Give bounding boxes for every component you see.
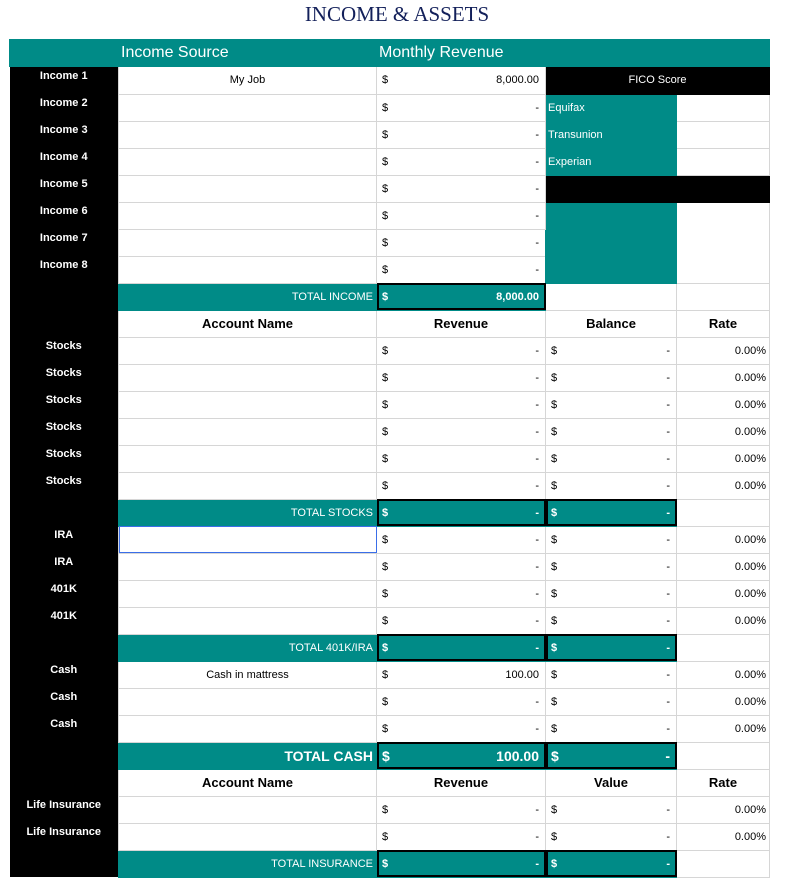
table-row xyxy=(10,769,770,796)
amount-value: - xyxy=(535,263,539,276)
table-row xyxy=(10,607,770,634)
total-balance xyxy=(546,850,677,877)
amount-value: - xyxy=(666,830,670,843)
currency-symbol: $ xyxy=(551,803,558,816)
currency-symbol: $ xyxy=(382,722,389,735)
rate-cell[interactable]: 0.00% xyxy=(677,526,770,553)
table-row xyxy=(10,175,770,202)
amount-value: - xyxy=(666,695,670,708)
row-label xyxy=(10,769,119,796)
currency-symbol: $ xyxy=(382,398,389,411)
fico-score-header: FICO Score xyxy=(546,67,770,95)
account-name-cell[interactable] xyxy=(119,796,377,823)
table-row xyxy=(10,823,770,850)
income-amount-cell[interactable] xyxy=(377,94,546,121)
row-label: Cash xyxy=(10,661,119,688)
balance-cell[interactable] xyxy=(546,364,677,391)
fico-blank xyxy=(677,202,770,283)
total-label: TOTAL STOCKS xyxy=(119,499,377,526)
fico-bureau-label: Experian xyxy=(546,148,677,175)
balance-cell[interactable] xyxy=(546,553,677,580)
amount-value: - xyxy=(535,101,539,114)
row-label: Income 4 xyxy=(10,148,119,175)
revenue-cell[interactable] xyxy=(377,823,546,850)
currency-symbol: $ xyxy=(382,641,389,654)
income-source-cell[interactable] xyxy=(119,94,377,121)
amount-value: - xyxy=(666,614,670,627)
income-amount-cell[interactable] xyxy=(377,256,546,283)
amount-value: - xyxy=(535,479,539,492)
amount-value: - xyxy=(666,371,670,384)
revenue-cell[interactable] xyxy=(377,364,546,391)
table-row xyxy=(10,580,770,607)
table-row xyxy=(10,634,770,661)
currency-symbol: $ xyxy=(551,425,558,438)
currency-symbol: $ xyxy=(382,425,389,438)
currency-symbol: $ xyxy=(382,128,389,141)
currency-symbol: $ xyxy=(382,857,389,870)
row-label xyxy=(10,283,119,310)
table-row xyxy=(10,337,770,364)
currency-symbol: $ xyxy=(382,452,389,465)
currency-symbol: $ xyxy=(551,344,558,357)
amount-value: - xyxy=(535,560,539,573)
rate-cell[interactable]: 0.00% xyxy=(677,364,770,391)
balance-header: Balance xyxy=(546,310,677,337)
amount-value: - xyxy=(666,641,670,654)
amount-value: - xyxy=(535,155,539,168)
account-name-cell[interactable] xyxy=(119,688,377,715)
rate-cell[interactable]: 0.00% xyxy=(677,796,770,823)
currency-symbol: $ xyxy=(382,479,389,492)
account-name-header: Account Name xyxy=(119,769,377,796)
row-label: Cash xyxy=(10,688,119,715)
currency-symbol: $ xyxy=(382,747,390,764)
blank-cell xyxy=(677,742,770,769)
balance-cell[interactable] xyxy=(546,445,677,472)
amount-value: - xyxy=(535,614,539,627)
row-label: Income 8 xyxy=(10,256,119,283)
currency-symbol: $ xyxy=(551,506,558,519)
blank-cell xyxy=(677,850,770,877)
currency-symbol: $ xyxy=(382,101,389,114)
amount-value: - xyxy=(666,857,670,870)
account-name-cell[interactable] xyxy=(119,715,377,742)
table-row xyxy=(10,148,770,175)
table-row xyxy=(10,553,770,580)
row-label: Stocks xyxy=(10,445,119,472)
total-revenue xyxy=(377,850,546,877)
total-label: TOTAL 401K/IRA xyxy=(119,634,377,661)
revenue-header: Revenue xyxy=(377,769,546,796)
account-name-cell[interactable] xyxy=(119,364,377,391)
income-amount-cell[interactable] xyxy=(377,67,546,95)
blank-cell xyxy=(546,283,677,310)
revenue-cell[interactable] xyxy=(377,553,546,580)
table-row xyxy=(10,310,770,337)
row-label: 401K xyxy=(10,580,119,607)
amount-value: - xyxy=(666,587,670,600)
total-revenue xyxy=(377,634,546,661)
revenue-cell[interactable] xyxy=(377,445,546,472)
row-label xyxy=(10,850,119,877)
income-source-cell[interactable] xyxy=(119,121,377,148)
income-source-cell[interactable]: My Job xyxy=(119,67,377,95)
currency-symbol: $ xyxy=(551,479,558,492)
amount-value: - xyxy=(666,479,670,492)
income-amount-cell[interactable] xyxy=(377,121,546,148)
amount-value: - xyxy=(535,830,539,843)
row-label: Stocks xyxy=(10,364,119,391)
fico-score-cell[interactable] xyxy=(677,148,770,175)
row-label: Stocks xyxy=(10,472,119,499)
balance-cell[interactable] xyxy=(546,796,677,823)
amount-value: - xyxy=(535,452,539,465)
table-row xyxy=(10,121,770,148)
row-label: Income 6 xyxy=(10,202,119,229)
fico-bureau-label: Transunion xyxy=(546,121,677,148)
account-name-cell[interactable] xyxy=(119,445,377,472)
currency-symbol: $ xyxy=(382,803,389,816)
rate-cell[interactable]: 0.00% xyxy=(677,418,770,445)
table-row xyxy=(10,661,770,688)
amount-value: - xyxy=(535,533,539,546)
fico-score-cell[interactable] xyxy=(677,121,770,148)
income-source-cell[interactable] xyxy=(119,229,377,256)
amount-value: - xyxy=(666,668,670,681)
currency-symbol: $ xyxy=(382,614,389,627)
row-label xyxy=(10,634,119,661)
currency-symbol: $ xyxy=(382,263,389,276)
income-assets-table xyxy=(9,39,770,878)
currency-symbol: $ xyxy=(551,452,558,465)
account-name-header: Account Name xyxy=(119,310,377,337)
revenue-cell[interactable] xyxy=(377,661,546,688)
table-row xyxy=(10,283,770,310)
blank-cell xyxy=(677,283,770,310)
balance-cell[interactable] xyxy=(546,661,677,688)
blank-cell xyxy=(677,634,770,661)
total-balance xyxy=(546,499,677,526)
amount-value: - xyxy=(666,722,670,735)
spreadsheet xyxy=(9,39,769,878)
rate-cell[interactable]: 0.00% xyxy=(677,715,770,742)
balance-cell[interactable] xyxy=(546,472,677,499)
currency-symbol: $ xyxy=(551,398,558,411)
account-name-cell[interactable]: Cash in mattress xyxy=(119,661,377,688)
account-name-cell[interactable] xyxy=(119,472,377,499)
amount-value: - xyxy=(535,695,539,708)
rate-cell[interactable]: 0.00% xyxy=(677,472,770,499)
revenue-cell[interactable] xyxy=(377,688,546,715)
currency-symbol: $ xyxy=(382,236,389,249)
account-name-cell[interactable] xyxy=(119,391,377,418)
row-label xyxy=(10,499,119,526)
revenue-header: Revenue xyxy=(377,310,546,337)
row-label: Stocks xyxy=(10,337,119,364)
rate-cell[interactable]: 0.00% xyxy=(677,391,770,418)
currency-symbol: $ xyxy=(382,587,389,600)
row-label: Life Insurance xyxy=(10,823,119,850)
row-label: IRA xyxy=(10,526,119,553)
table-row xyxy=(10,715,770,742)
table-row xyxy=(10,499,770,526)
total-revenue xyxy=(377,499,546,526)
monthly-revenue-header: Monthly Revenue xyxy=(377,40,770,67)
currency-symbol: $ xyxy=(551,560,558,573)
table-row xyxy=(10,202,770,229)
row-label: Stocks xyxy=(10,418,119,445)
balance-cell[interactable] xyxy=(546,688,677,715)
account-name-cell[interactable] xyxy=(119,418,377,445)
income-amount-cell[interactable] xyxy=(377,202,546,229)
revenue-cell[interactable] xyxy=(377,796,546,823)
amount-value: - xyxy=(535,371,539,384)
amount-value: - xyxy=(535,209,539,222)
amount-value: 100.00 xyxy=(505,668,539,681)
currency-symbol: $ xyxy=(551,587,558,600)
value-header: Value xyxy=(546,769,677,796)
account-name-cell[interactable] xyxy=(119,607,377,634)
rate-cell[interactable]: 0.00% xyxy=(677,823,770,850)
account-name-cell[interactable] xyxy=(119,337,377,364)
amount-value: - xyxy=(666,803,670,816)
row-label: Cash xyxy=(10,715,119,742)
table-row xyxy=(10,364,770,391)
blank-cell xyxy=(677,499,770,526)
total-revenue xyxy=(377,742,546,769)
total-income-amount xyxy=(377,283,546,310)
rate-header: Rate xyxy=(677,769,770,796)
table-row xyxy=(10,472,770,499)
amount-value: - xyxy=(666,398,670,411)
table-row xyxy=(10,526,770,553)
amount-value: - xyxy=(535,344,539,357)
currency-symbol: $ xyxy=(382,290,389,303)
amount-value: - xyxy=(535,182,539,195)
balance-cell[interactable] xyxy=(546,715,677,742)
total-label: TOTAL CASH xyxy=(119,742,377,769)
amount-value: - xyxy=(535,857,539,870)
table-row xyxy=(10,445,770,472)
income-source-cell[interactable] xyxy=(119,148,377,175)
total-income-label: TOTAL INCOME xyxy=(119,283,377,310)
revenue-cell[interactable] xyxy=(377,526,546,553)
revenue-cell[interactable] xyxy=(377,391,546,418)
fico-score-cell[interactable] xyxy=(677,94,770,121)
amount-value: - xyxy=(535,398,539,411)
currency-symbol: $ xyxy=(382,209,389,222)
row-label: Income 5 xyxy=(10,175,119,202)
currency-symbol: $ xyxy=(382,74,389,87)
row-label xyxy=(10,742,119,769)
currency-symbol: $ xyxy=(551,533,558,546)
table-row xyxy=(10,40,770,67)
currency-symbol: $ xyxy=(551,695,558,708)
amount-value: - xyxy=(666,425,670,438)
row-label: Income 3 xyxy=(10,121,119,148)
balance-cell[interactable] xyxy=(546,607,677,634)
income-source-header: Income Source xyxy=(119,40,377,67)
amount-value: - xyxy=(666,560,670,573)
row-label: Income 1 xyxy=(10,67,119,95)
revenue-cell[interactable] xyxy=(377,715,546,742)
currency-symbol: $ xyxy=(382,533,389,546)
amount-value: - xyxy=(535,641,539,654)
balance-cell[interactable] xyxy=(546,391,677,418)
rate-cell[interactable]: 0.00% xyxy=(677,688,770,715)
currency-symbol: $ xyxy=(382,668,389,681)
rate-cell[interactable]: 0.00% xyxy=(677,337,770,364)
income-amount-cell[interactable] xyxy=(377,175,546,202)
currency-symbol: $ xyxy=(382,695,389,708)
amount-value: - xyxy=(535,128,539,141)
amount-value: - xyxy=(535,425,539,438)
currency-symbol: $ xyxy=(382,182,389,195)
balance-cell[interactable] xyxy=(546,418,677,445)
amount-value: - xyxy=(666,506,670,519)
amount-value: - xyxy=(666,344,670,357)
currency-symbol: $ xyxy=(382,560,389,573)
currency-symbol: $ xyxy=(382,830,389,843)
corner-cell xyxy=(10,40,119,67)
account-name-cell[interactable] xyxy=(119,553,377,580)
table-row xyxy=(10,391,770,418)
row-label: Stocks xyxy=(10,391,119,418)
income-amount-cell[interactable] xyxy=(377,148,546,175)
revenue-cell[interactable] xyxy=(377,580,546,607)
account-name-cell[interactable] xyxy=(119,526,377,553)
rate-cell[interactable]: 0.00% xyxy=(677,607,770,634)
rate-header: Rate xyxy=(677,310,770,337)
amount-value: 8,000.00 xyxy=(496,74,539,87)
currency-symbol: $ xyxy=(551,614,558,627)
table-row xyxy=(10,67,770,95)
rate-cell[interactable]: 0.00% xyxy=(677,445,770,472)
fico-divider xyxy=(546,175,770,202)
income-amount-cell[interactable] xyxy=(377,229,546,256)
currency-symbol: $ xyxy=(551,641,558,654)
table-row xyxy=(10,418,770,445)
table-row xyxy=(10,850,770,877)
balance-cell[interactable] xyxy=(546,526,677,553)
currency-symbol: $ xyxy=(551,830,558,843)
row-label: Income 2 xyxy=(10,94,119,121)
revenue-cell[interactable] xyxy=(377,607,546,634)
currency-symbol: $ xyxy=(382,344,389,357)
revenue-cell[interactable] xyxy=(377,418,546,445)
income-source-cell[interactable] xyxy=(119,175,377,202)
balance-cell[interactable] xyxy=(546,823,677,850)
income-source-cell[interactable] xyxy=(119,256,377,283)
balance-cell[interactable] xyxy=(546,337,677,364)
currency-symbol: $ xyxy=(551,747,559,764)
row-label xyxy=(10,310,119,337)
amount-value: - xyxy=(666,533,670,546)
page-title: INCOME & ASSETS xyxy=(304,2,490,26)
table-row xyxy=(10,796,770,823)
row-label: 401K xyxy=(10,607,119,634)
total-label: TOTAL INSURANCE xyxy=(119,850,377,877)
rate-cell[interactable]: 0.00% xyxy=(677,661,770,688)
row-label: Income 7 xyxy=(10,229,119,256)
revenue-cell[interactable] xyxy=(377,337,546,364)
amount-value: - xyxy=(535,506,539,519)
currency-symbol: $ xyxy=(382,371,389,384)
income-source-cell[interactable] xyxy=(119,202,377,229)
currency-symbol: $ xyxy=(382,155,389,168)
amount-value: - xyxy=(535,587,539,600)
amount-value: - xyxy=(535,722,539,735)
currency-symbol: $ xyxy=(551,668,558,681)
table-row xyxy=(10,742,770,769)
table-row xyxy=(10,94,770,121)
amount-value: - xyxy=(665,747,670,764)
total-balance xyxy=(546,634,677,661)
rate-cell[interactable]: 0.00% xyxy=(677,553,770,580)
fico-bureau-label: Equifax xyxy=(546,94,677,121)
total-balance xyxy=(546,742,677,769)
currency-symbol: $ xyxy=(551,857,558,870)
amount-value: 100.00 xyxy=(496,747,539,764)
balance-cell[interactable] xyxy=(546,580,677,607)
account-name-cell[interactable] xyxy=(119,823,377,850)
amount-value: 8,000.00 xyxy=(496,290,539,303)
table-row xyxy=(10,688,770,715)
currency-symbol: $ xyxy=(382,506,389,519)
account-name-cell[interactable] xyxy=(119,580,377,607)
currency-symbol: $ xyxy=(551,722,558,735)
amount-value: - xyxy=(535,236,539,249)
row-label: IRA xyxy=(10,553,119,580)
fico-fill xyxy=(546,202,677,283)
currency-symbol: $ xyxy=(551,371,558,384)
revenue-cell[interactable] xyxy=(377,472,546,499)
row-label: Life Insurance xyxy=(10,796,119,823)
rate-cell[interactable]: 0.00% xyxy=(677,580,770,607)
amount-value: - xyxy=(535,803,539,816)
amount-value: - xyxy=(666,452,670,465)
